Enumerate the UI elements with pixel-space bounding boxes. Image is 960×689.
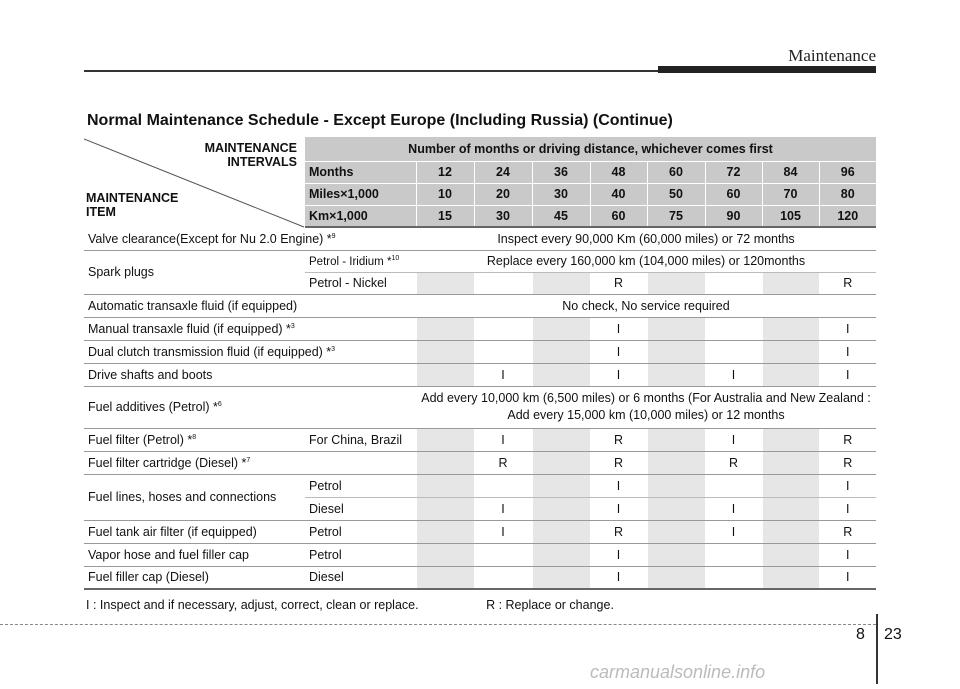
interval-value: 84 [762,161,819,183]
interval-value: 72 [705,161,762,183]
footnote-ref: 7 [246,456,251,464]
interval-label: Km×1,000 [305,205,416,227]
footnote-ref: 3 [290,322,295,330]
schedule-cell: R [705,451,762,474]
schedule-cell [474,543,532,566]
schedule-cell: I [474,428,532,451]
interval-value: 60 [705,183,762,205]
footnote-ref: 3 [331,345,336,353]
interval-value: 30 [474,205,532,227]
interval-value: 105 [762,205,819,227]
schedule-cell [762,317,819,340]
interval-value: 24 [474,161,532,183]
item-label [84,363,416,386]
item-label [84,317,416,340]
schedule-cell: I [590,566,647,589]
interval-value: 48 [590,161,647,183]
table-row [84,340,876,363]
item-sub-text: Petrol - Iridium * [309,255,392,268]
watermark: carmanualsonline.info [590,662,766,682]
schedule-cell [762,566,819,589]
table-row [84,451,876,474]
schedule-cell [416,340,474,363]
interval-value: 50 [647,183,705,205]
schedule-cell [705,474,762,497]
table-row [84,250,876,272]
schedule-cell [474,566,532,589]
schedule-cell [532,340,590,363]
schedule-cell [647,340,705,363]
schedule-cell [647,474,705,497]
item-sub-label: For China, Brazil [305,428,416,451]
item-label-text: Spark plugs [88,265,155,279]
schedule-cell [705,340,762,363]
schedule-cell [647,566,705,589]
schedule-cell [762,363,819,386]
schedule-cell [705,317,762,340]
interval-value: 36 [532,161,590,183]
interval-label: Months [305,161,416,183]
item-label-text: Vapor hose and fuel filler cap [88,547,249,562]
schedule-cell: R [590,451,647,474]
schedule-cell: I [819,566,876,589]
interval-value: 15 [416,205,474,227]
legend [86,598,678,612]
schedule-cell [647,272,705,294]
schedule-cell: I [590,497,647,520]
chapter-number: 8 [856,626,865,643]
schedule-cell [762,428,819,451]
item-label-text: Fuel filter (Petrol) * [88,432,193,447]
table-row [84,474,876,497]
section-title: Normal Maintenance Schedule - Except Europe (Including Russia) (Continue) [87,112,673,129]
schedule-cell [416,497,474,520]
schedule-cell: R [474,451,532,474]
schedule-cell: I [705,497,762,520]
interval-value: 12 [416,161,474,183]
item-label-text: Dual clutch transmission fluid (if equipped) * [88,344,332,359]
schedule-cell [474,474,532,497]
item-label [84,520,305,543]
schedule-cell: I [705,363,762,386]
schedule-cell [474,340,532,363]
header-rule-thick [658,66,876,73]
schedule-cell [762,543,819,566]
interval-value: 40 [590,183,647,205]
corner-intervals-label: MAINTENANCE INTERVALS [204,141,297,169]
schedule-cell: R [819,428,876,451]
legend-replace: R : Replace or change. [486,598,614,612]
table-row [84,566,876,589]
schedule-cell [532,520,590,543]
schedule-cell [474,317,532,340]
schedule-text: Inspect every 90,000 Km (60,000 miles) or 72 months [416,227,876,250]
item-label [84,386,416,428]
item-label [84,340,416,363]
footnote-ref: 10 [391,254,400,262]
schedule-cell [762,520,819,543]
schedule-cell [647,451,705,474]
header-corner [84,137,305,227]
item-sub-label: Petrol [305,474,416,497]
item-sub-label: Petrol - Nickel [305,272,416,294]
item-label [84,451,416,474]
schedule-cell: I [819,497,876,520]
schedule-cell [416,474,474,497]
schedule-cell [762,340,819,363]
schedule-cell [532,566,590,589]
schedule-cell [416,428,474,451]
table-row [84,543,876,566]
footnote-ref: 6 [217,400,222,408]
schedule-cell: I [590,363,647,386]
schedule-text: Replace every 160,000 km (104,000 miles) or 120months [416,250,876,272]
schedule-cell: I [705,520,762,543]
schedule-cell [532,474,590,497]
schedule-cell [705,566,762,589]
interval-value: 45 [532,205,590,227]
schedule-cell [416,520,474,543]
schedule-cell: R [590,520,647,543]
header-title: Maintenance [788,46,876,65]
schedule-cell [532,451,590,474]
item-sub-label: Diesel [305,497,416,520]
item-label-text: Drive shafts and boots [88,367,213,382]
item-sub-label: Petrol [305,520,416,543]
schedule-cell: I [590,317,647,340]
item-label [84,250,305,294]
interval-label: Miles×1,000 [305,183,416,205]
schedule-cell: I [474,520,532,543]
schedule-cell [762,272,819,294]
schedule-cell [532,543,590,566]
schedule-cell: I [590,543,647,566]
interval-value: 70 [762,183,819,205]
interval-value: 90 [705,205,762,227]
schedule-cell: I [819,340,876,363]
item-label-text: Automatic transaxle fluid (if equipped) [88,298,298,313]
item-label-text: Fuel filter cartridge (Diesel) * [88,455,247,470]
interval-value: 20 [474,183,532,205]
schedule-cell [532,317,590,340]
schedule-cell [416,566,474,589]
schedule-cell: I [819,317,876,340]
schedule-cell [416,317,474,340]
item-label-text: Fuel lines, hoses and connections [88,490,277,504]
schedule-cell: R [819,272,876,294]
schedule-cell [647,428,705,451]
maintenance-schedule-table [84,137,876,590]
interval-header: Number of months or driving distance, whichever comes first [305,137,876,161]
schedule-cell [705,543,762,566]
schedule-text: No check, No service required [416,294,876,317]
schedule-cell [647,543,705,566]
item-label [84,474,305,520]
schedule-cell [532,272,590,294]
schedule-cell: R [819,520,876,543]
schedule-cell [532,363,590,386]
interval-value: 80 [819,183,876,205]
interval-value: 10 [416,183,474,205]
footer-divider [876,614,878,684]
interval-value: 120 [819,205,876,227]
schedule-cell [705,272,762,294]
schedule-cell [416,451,474,474]
schedule-cell: I [819,474,876,497]
item-label-text: Fuel tank air filter (if equipped) [88,524,257,539]
interval-value: 60 [590,205,647,227]
footer-rule [0,624,876,625]
schedule-cell [647,363,705,386]
item-label [84,543,305,566]
interval-value: 75 [647,205,705,227]
schedule-cell: I [590,340,647,363]
table-row [84,428,876,451]
schedule-cell [416,543,474,566]
item-label-text: Fuel filler cap (Diesel) [88,570,209,585]
interval-value: 60 [647,161,705,183]
schedule-cell [762,451,819,474]
schedule-text: Add every 10,000 km (6,500 miles) or 6 months (For Australia and New Zealand : Add every 15,000 km (10,000 miles) or 12 months [416,386,876,428]
table-row [84,294,876,317]
schedule-cell [532,497,590,520]
item-label [84,294,416,317]
item-label-text: Manual transaxle fluid (if equipped) * [88,321,291,336]
item-sub-label: Diesel [305,566,416,589]
corner-item-label: MAINTENANCE ITEM [86,191,179,219]
schedule-cell: R [590,428,647,451]
schedule-cell: R [819,451,876,474]
schedule-cell: I [705,428,762,451]
footnote-ref: 9 [331,232,336,240]
item-label [84,428,305,451]
schedule-cell: I [819,543,876,566]
schedule-cell [762,474,819,497]
table-row [84,137,876,161]
item-label [84,566,305,589]
schedule-cell [416,363,474,386]
table-row [84,520,876,543]
table-row [84,386,876,428]
item-sub-label [305,250,416,272]
table-row [84,363,876,386]
item-label-text: Valve clearance(Except for Nu 2.0 Engine) * [88,231,332,246]
page-number: 23 [884,626,902,643]
footnote-ref: 8 [192,433,197,441]
schedule-cell [532,428,590,451]
schedule-cell: I [474,497,532,520]
schedule-cell [762,497,819,520]
schedule-cell [647,520,705,543]
table-row [84,317,876,340]
header-rule [84,70,658,72]
schedule-cell: I [590,474,647,497]
item-label-text: Fuel additives (Petrol) * [88,400,218,414]
schedule-cell [474,272,532,294]
schedule-cell [647,497,705,520]
legend-inspect: I : Inspect and if necessary, adjust, correct, clean or replace. [86,598,419,612]
interval-value: 30 [532,183,590,205]
schedule-cell: R [590,272,647,294]
schedule-cell: I [474,363,532,386]
schedule-cell: I [819,363,876,386]
schedule-cell [416,272,474,294]
schedule-cell [647,317,705,340]
interval-value: 96 [819,161,876,183]
item-sub-label: Petrol [305,543,416,566]
